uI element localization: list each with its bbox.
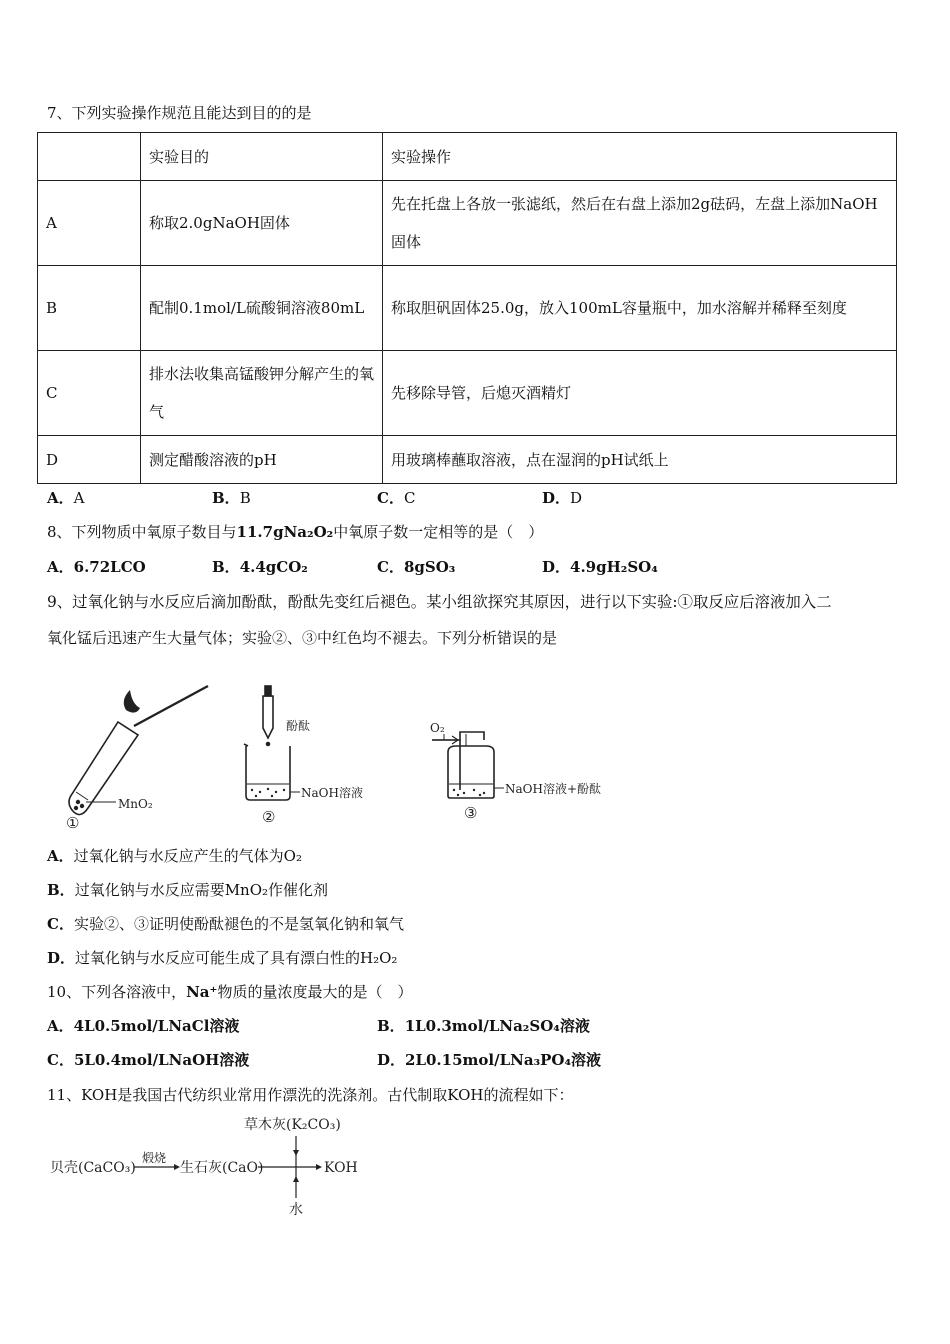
q8-option-a[interactable] bbox=[47, 556, 146, 577]
q7-option-d[interactable] bbox=[542, 487, 582, 508]
row-operation: 用玻璃棒蘸取溶液，点在湿润的pH试纸上 bbox=[383, 436, 897, 484]
q9-option-a[interactable] bbox=[47, 845, 302, 866]
row-goal: 称取2.0gNaOH固体 bbox=[141, 181, 383, 266]
option-text: 8gSO₃ bbox=[403, 558, 456, 576]
option-key: D． bbox=[377, 1051, 406, 1069]
q8-option-c[interactable] bbox=[377, 556, 455, 577]
naoh-solution-label: NaOH溶液 bbox=[301, 786, 363, 800]
option-text: 4L0.5mol/LNaCl溶液 bbox=[73, 1017, 240, 1035]
option-text: 5L0.4mol/LNaOH溶液 bbox=[73, 1051, 250, 1069]
table-row bbox=[38, 266, 897, 351]
table-row bbox=[38, 351, 897, 436]
apparatus-3-number: ③ bbox=[464, 804, 478, 822]
q9-stem-line1: 9、过氧化钠与水反应后滴加酚酞，酚酞先变红后褪色。某小组欲探究其原因，进行以下实验:①取反应后溶液加入二 bbox=[47, 593, 832, 611]
q9-option-c[interactable] bbox=[47, 913, 404, 934]
q9-option-b[interactable] bbox=[47, 879, 328, 900]
q8-option-d[interactable] bbox=[542, 556, 658, 577]
option-text: A bbox=[73, 489, 85, 507]
table-header-cell bbox=[38, 133, 141, 181]
flow-middle-label: 生石灰(CaO) bbox=[180, 1160, 264, 1176]
apparatus-2-number: ② bbox=[262, 808, 276, 826]
option-key: B． bbox=[212, 489, 240, 507]
q8-stem-prefix: 8、下列物质中氧原子数目与 bbox=[47, 523, 237, 541]
q10-option-b[interactable] bbox=[377, 1015, 590, 1036]
oxygen-inlet-label: O₂ bbox=[430, 721, 445, 735]
row-label: B bbox=[38, 266, 141, 351]
option-key: A． bbox=[47, 489, 74, 507]
option-text: 2L0.15mol/LNa₃PO₄溶液 bbox=[405, 1051, 602, 1069]
option-text: 实验②、③证明使酚酞褪色的不是氢氧化钠和氧气 bbox=[73, 915, 404, 933]
option-text: D bbox=[570, 489, 583, 507]
flow-arrow-label: 煅烧 bbox=[142, 1151, 167, 1165]
bottle-liquid bbox=[453, 789, 485, 796]
q10-option-c[interactable] bbox=[47, 1049, 249, 1070]
q7-table bbox=[37, 132, 897, 484]
row-label: A bbox=[38, 181, 141, 266]
option-key: B． bbox=[47, 881, 75, 899]
phenolphthalein-label: 酚酞 bbox=[286, 719, 311, 733]
q8-option-b[interactable] bbox=[212, 556, 308, 577]
option-text: 6.72LCO bbox=[73, 558, 146, 576]
naoh-phenolphthalein-label: NaOH溶液+酚酞 bbox=[505, 782, 602, 796]
q7-option-a[interactable] bbox=[47, 487, 84, 508]
option-text: 过氧化钠与水反应可能生成了具有漂白性的H₂O₂ bbox=[75, 949, 398, 967]
row-operation: 称取胆矾固体25.0g，放入100mL容量瓶中，加水溶解并稀释至刻度 bbox=[383, 266, 897, 351]
option-key: D． bbox=[542, 558, 571, 576]
option-key: C． bbox=[47, 915, 74, 933]
flow-end-label: KOH bbox=[324, 1160, 358, 1176]
q8-stem bbox=[47, 521, 543, 542]
table-header-cell: 实验操作 bbox=[383, 133, 897, 181]
row-goal: 排水法收集高锰酸钾分解产生的氧气 bbox=[141, 351, 383, 436]
q10-stem-suffix: 物质的量浓度最大的是（ ） bbox=[217, 983, 413, 1001]
q10-stem-ion: Na⁺ bbox=[186, 983, 218, 1001]
option-text: 过氧化钠与水反应需要MnO₂作催化剂 bbox=[74, 881, 329, 899]
gas-bottle-apparatus bbox=[432, 732, 504, 798]
row-goal: 配制0.1mol/L硫酸铜溶液80mL bbox=[141, 266, 383, 351]
row-goal: 测定醋酸溶液的pH bbox=[141, 436, 383, 484]
q7-option-c[interactable] bbox=[377, 487, 415, 508]
option-key: A． bbox=[47, 558, 74, 576]
q8-stem-formula: 11.7gNa₂O₂ bbox=[236, 523, 334, 541]
option-key: B． bbox=[377, 1017, 405, 1035]
option-text: B bbox=[239, 489, 251, 507]
table-header-cell: 实验目的 bbox=[141, 133, 383, 181]
table-row bbox=[38, 181, 897, 266]
option-key: C． bbox=[377, 558, 404, 576]
option-key: A． bbox=[47, 1017, 74, 1035]
test-tube-apparatus bbox=[69, 686, 208, 815]
q11-stem: 11、KOH是我国古代纺织业常用作漂洗的洗涤剂。古代制取KOH的流程如下： bbox=[47, 1086, 574, 1104]
q9-stem-line2: 氧化锰后迅速产生大量气体；实验②、③中红色均不褪去。下列分析错误的是 bbox=[47, 629, 558, 647]
beaker-liquid bbox=[251, 788, 285, 797]
table-header-row bbox=[38, 133, 897, 181]
q10-option-a[interactable] bbox=[47, 1015, 239, 1036]
q9-option-d[interactable] bbox=[47, 947, 397, 968]
option-text: 过氧化钠与水反应产生的气体为O₂ bbox=[73, 847, 302, 865]
option-key: D． bbox=[47, 949, 76, 967]
row-operation: 先移除导管，后熄灭酒精灯 bbox=[383, 351, 897, 436]
option-key: C． bbox=[47, 1051, 74, 1069]
flow-bottom-label: 水 bbox=[289, 1202, 303, 1218]
option-text: C bbox=[403, 489, 416, 507]
q10-option-d[interactable] bbox=[377, 1049, 601, 1070]
option-key: B． bbox=[212, 558, 240, 576]
row-operation: 先在托盘上各放一张滤纸，然后在右盘上添加2g砝码，左盘上添加NaOH固体 bbox=[383, 181, 897, 266]
option-key: D． bbox=[542, 489, 571, 507]
q7-option-b[interactable] bbox=[212, 487, 251, 508]
flow-top-label: 草木灰(K₂CO₃) bbox=[244, 1117, 341, 1133]
option-key: C． bbox=[377, 489, 404, 507]
q10-stem-prefix: 10、下列各溶液中， bbox=[47, 983, 187, 1001]
option-text: 1L0.3mol/LNa₂SO₄溶液 bbox=[404, 1017, 590, 1035]
table-row bbox=[38, 436, 897, 484]
q10-stem bbox=[47, 981, 412, 1002]
option-text: 4.9gH₂SO₄ bbox=[570, 558, 658, 576]
q11-flow-diagram bbox=[48, 1110, 368, 1220]
q8-stem-suffix: 中氧原子数一定相等的是（ ） bbox=[333, 523, 544, 541]
mno2-label: MnO₂ bbox=[118, 797, 153, 811]
beaker-apparatus bbox=[244, 686, 300, 800]
row-label: D bbox=[38, 436, 141, 484]
q9-apparatus-figure bbox=[60, 680, 620, 830]
option-key: A． bbox=[47, 847, 74, 865]
row-label: C bbox=[38, 351, 141, 436]
apparatus-1-number: ① bbox=[66, 814, 80, 830]
flow-start-label: 贝壳(CaCO₃) bbox=[50, 1160, 136, 1176]
q7-stem: 7、下列实验操作规范且能达到目的的是 bbox=[47, 104, 312, 122]
option-text: 4.4gCO₂ bbox=[239, 558, 308, 576]
